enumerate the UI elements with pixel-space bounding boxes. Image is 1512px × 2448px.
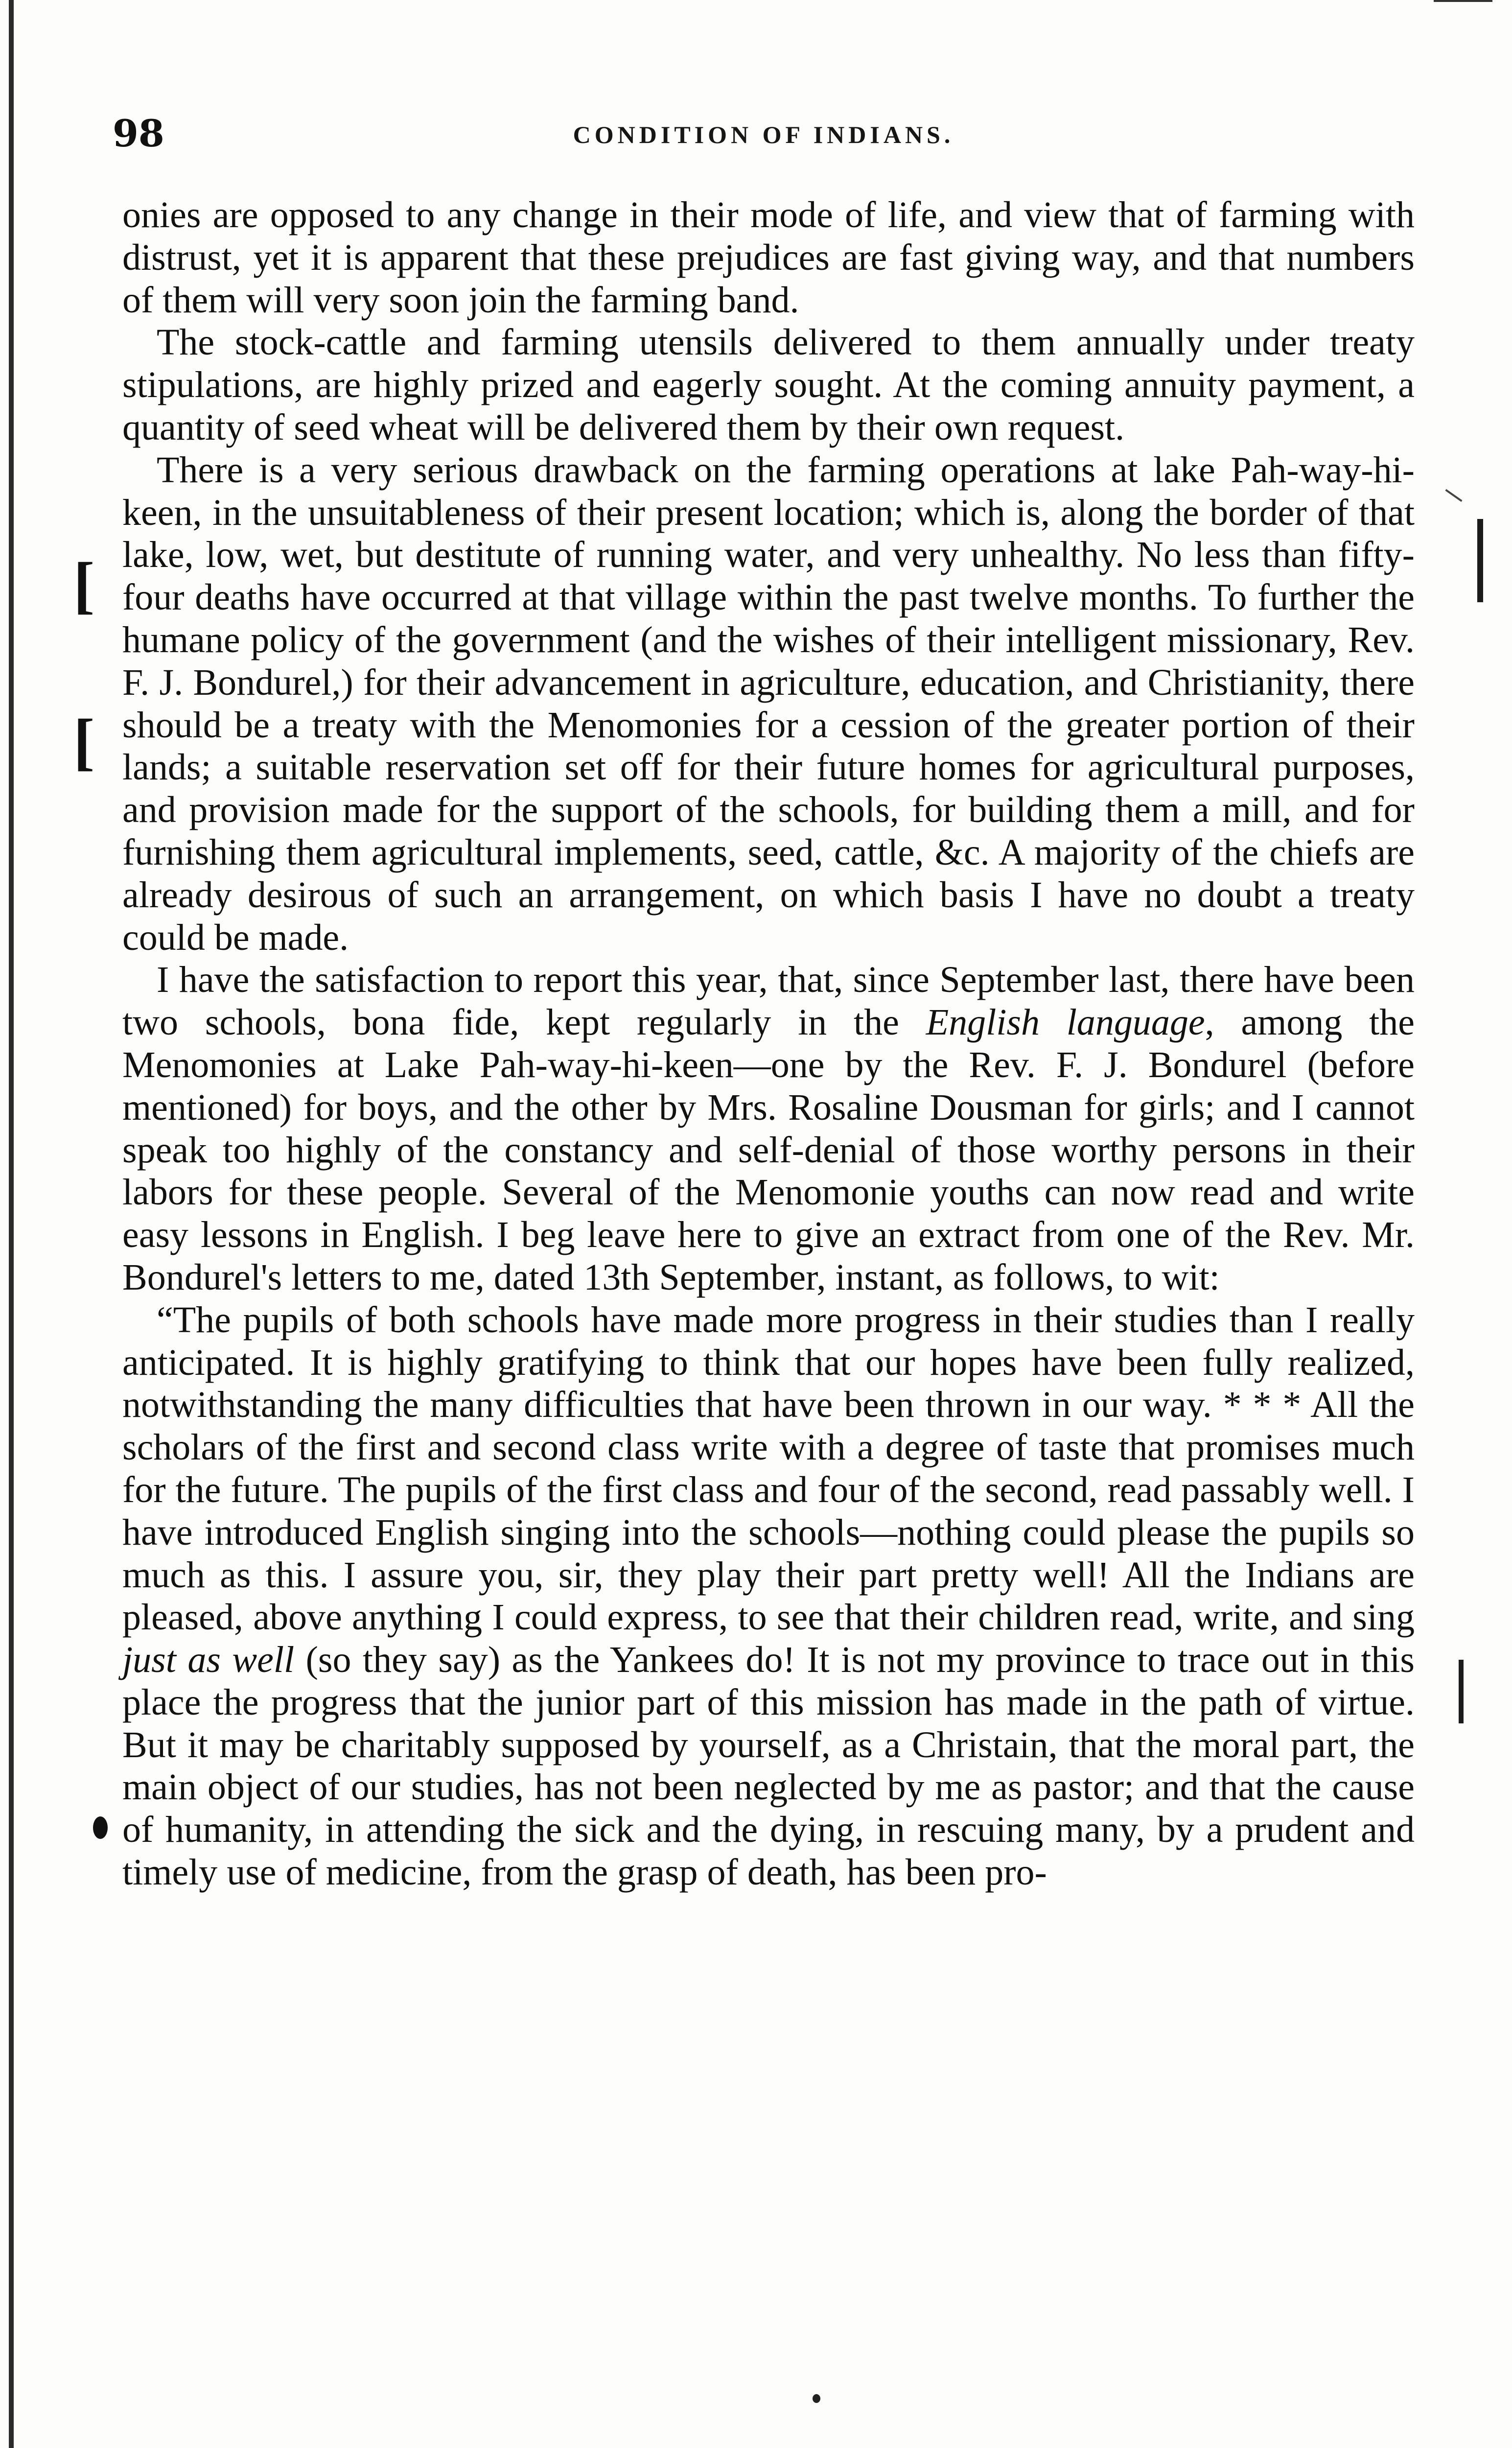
quoted-letter: [122, 1299, 1415, 1894]
body-text: [122, 194, 1415, 1894]
paragraph-4-text-b: , among the Menomonies at Lake Pah-way-hi-keen—one by the Rev. F. J. Bondurel (before mentioned) for boys, and the other by Mrs. Rosaline Dousman for girls; and I cannot speak too highly of the constancy and self-denial of those worthy persons in their labors for these people. Several of the Menomonie youths can now read and write easy lessons in English. I beg leave here to give an extract from one of the Rev. Mr. Bondurel's letters to me, dated 13th September, instant, as follows, to wit:: [122, 1002, 1415, 1298]
page-corner-mark: [1434, 0, 1492, 12]
running-title: CONDITION OF INDIANS.: [573, 121, 954, 148]
running-head: [113, 112, 1415, 165]
quote-emphasis: just as well: [122, 1639, 295, 1681]
margin-dot-mark: [93, 1816, 108, 1839]
margin-bar-mark: [1459, 1660, 1464, 1723]
footer-dot-mark: [813, 2394, 820, 2403]
paragraph-4-text-a: I have the satisfaction to report this year, that, since September last, there have been two schools, bona fide, kept regularly in the: [122, 959, 1415, 1043]
paragraph-1: onies are opposed to any change in their mode of life, and view that of farming with distrust, yet it is apparent that these prejudices are fast giving way, and that numbers of them will very soon join the farming band.: [122, 194, 1415, 321]
paragraph-4: [122, 959, 1415, 1298]
page-number: 98: [113, 112, 164, 155]
quote-text-b: (so they say) as the Yankees do! It is not my province to trace out in this place the progress that the junior part of this mission has made in the path of virtue. But it may be charitably supposed by yourself, as a Christain, that the moral part, the main object of our studies, has not been neglected by me as pastor; and that the cause of humanity, in attending the sick and the dying, in rescuing many, by a prudent and timely use of medicine, from the grasp of death, has been pro-: [122, 1639, 1415, 1893]
margin-bar-mark: [1477, 519, 1483, 602]
paragraph-4-emphasis: English language: [926, 1002, 1205, 1043]
margin-bracket-close-mark: [: [73, 706, 95, 777]
paragraph-3: There is a very serious drawback on the farming operations at lake Pah-way-hi-keen, in the unsuitableness of their present location; which is, along the border of that lake, low, wet, but destitute of running water, and very unhealthy. No less than fifty-four deaths have occurred at that village within the past twelve months. To further the humane policy of the government (and the wishes of their intelligent missionary, Rev. F. J. Bondurel,) for their advancement in agriculture, education, and Christianity, there should be a treaty with the Menomonies for a cession of the greater portion of their lands; a suitable reservation set off for their future homes for agricultural purposes, and provision made for the support of the schools, for building them a mill, and for furnishing them agricultural implements, seed, cattle, &c. A majority of the chiefs are already desirous of such an arrangement, on which basis I have no doubt a treaty could be made.: [122, 449, 1415, 958]
paragraph-2: The stock-cattle and farming utensils delivered to them annually under treaty stipulations, are highly prized and eagerly sought. At the coming annuity payment, a quantity of seed wheat will be delivered them by their own request.: [122, 322, 1415, 448]
quote-text-a: “The pupils of both schools have made more progress in their studies than I really anticipated. It is highly gratifying to think that our hopes have been fully realized, notwithstanding the many difficulties that have been thrown in our way. * * * All the scholars of the first and second class write with a degree of taste that promises much for the future. The pupils of the first class and four of the second, read passably well. I have introduced English singing into the schools—nothing could please the pupils so much as this. I assure you, sir, they play their part pretty well! All the Indians are pleased, above anything I could express, to see that their children read, write, and sing: [122, 1299, 1415, 1638]
margin-bracket-open-mark: [: [73, 550, 95, 620]
